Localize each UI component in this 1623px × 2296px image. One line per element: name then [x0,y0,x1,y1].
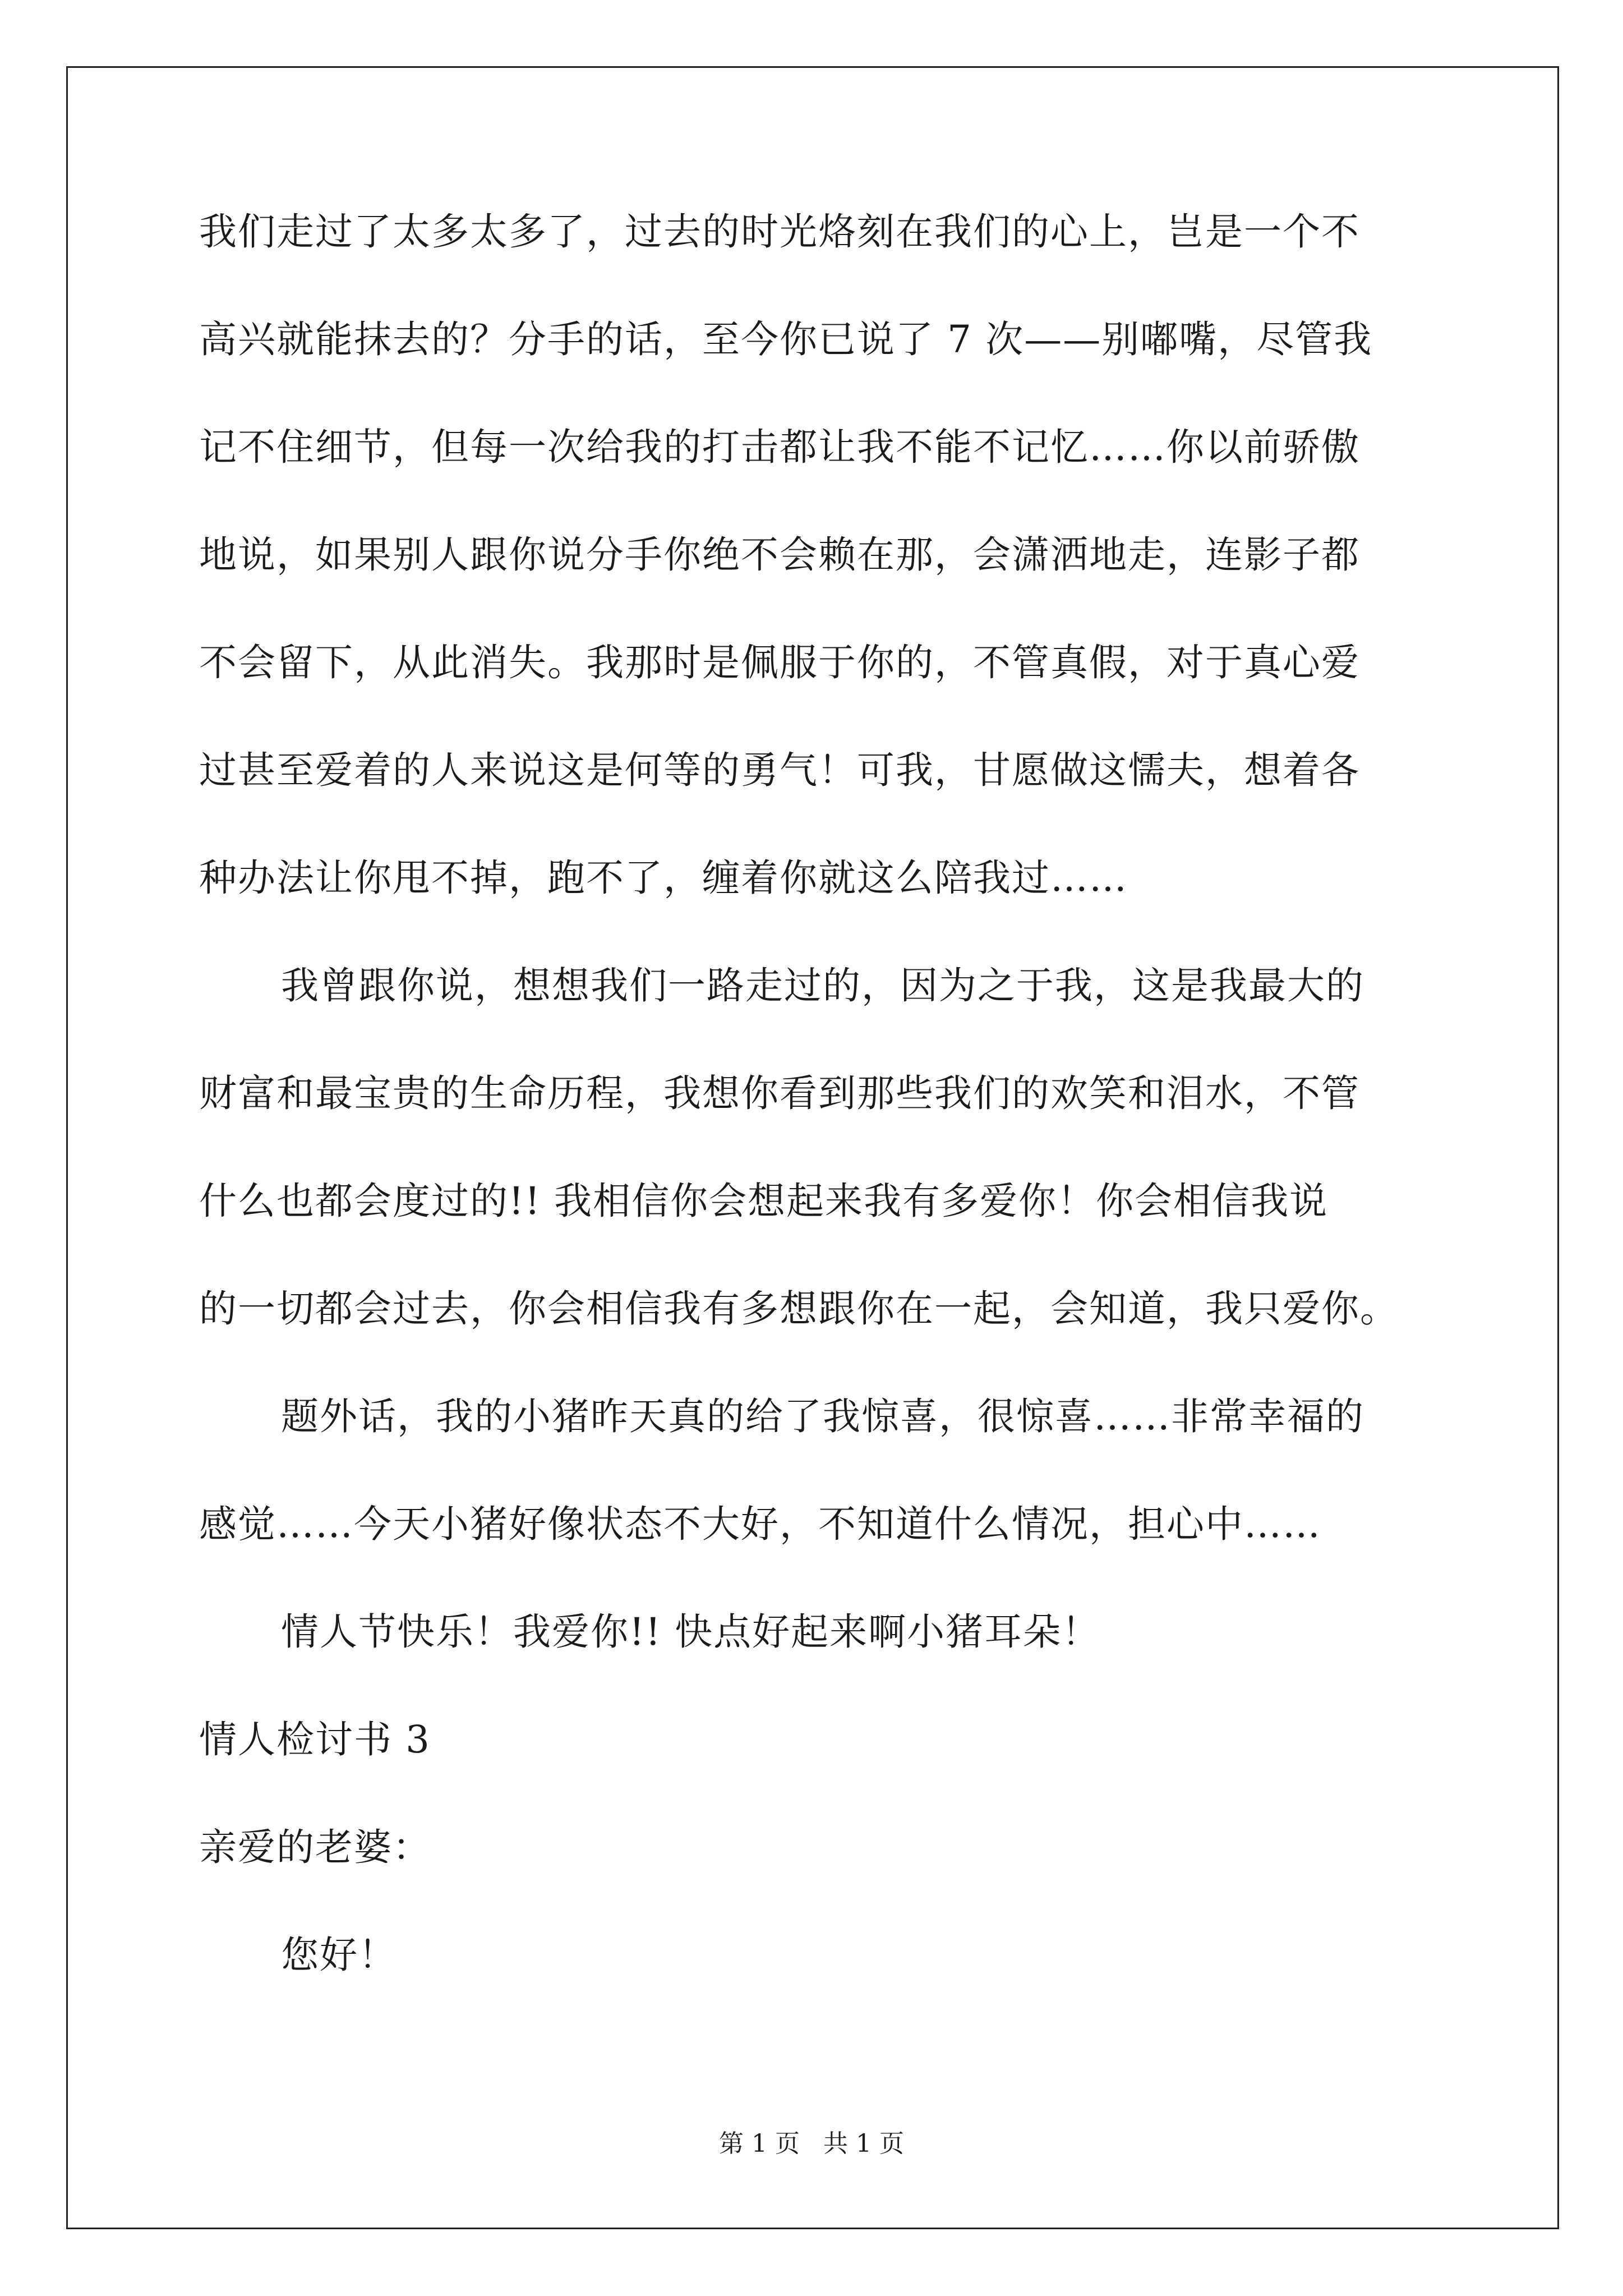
paragraph-line: 高兴就能抹去的？分手的话，至今你已说了 7 次——别嘟嘴，尽管我 [199,318,1373,361]
paragraph-line: 什么也都会度过的!! 我相信你会想起来我有多爱你！你会相信我说 [199,1179,1329,1223]
paragraph-line: 不会留下，从此消失。我那时是佩服于你的，不管真假，对于真心爱 [199,641,1360,684]
paragraph-line: 我们走过了太多太多了，过去的时光烙刻在我们的心上，岂是一个不 [199,210,1360,254]
document-body [199,210,1427,2044]
paragraph-line: 的一切都会过去，你会相信我有多想跟你在一起，会知道，我只爱你。 [199,1287,1399,1331]
paragraph-line: 地说，如果别人跟你说分手你绝不会赖在那，会潇洒地走，连影子都 [199,533,1360,577]
salutation: 亲爱的老婆： [199,1825,431,1869]
page-footer: 第 1 页 共 1 页 [719,2129,904,2158]
section-heading: 情人检讨书 3 [199,1718,431,1761]
paragraph-line: 我曾跟你说，想想我们一路走过的，因为之于我，这是我最大的 [281,964,1364,1007]
paragraph-line: 感觉……今天小猪好像状态不大好，不知道什么情况，担心中…… [199,1502,1321,1546]
paragraph-line: 情人节快乐！我爱你!! 快点好起来啊小猪耳朵！ [281,1610,1101,1654]
paragraph-line: 过甚至爱着的人来说这是何等的勇气！可我，甘愿做这懦夫，想着各 [199,748,1360,792]
paragraph-line: 题外话，我的小猪昨天真的给了我惊喜，很惊喜……非常幸福的 [281,1395,1364,1438]
paragraph-line: 财富和最宝贵的生命历程，我想你看到那些我们的欢笑和泪水，不管 [199,1071,1360,1115]
paragraph-line: 记不住细节，但每一次给我的打击都让我不能不记忆……你以前骄傲 [199,425,1360,469]
greeting: 您好！ [281,1933,397,1977]
paragraph-line: 种办法让你甩不掉，跑不了，缠着你就这么陪我过…… [199,856,1128,900]
